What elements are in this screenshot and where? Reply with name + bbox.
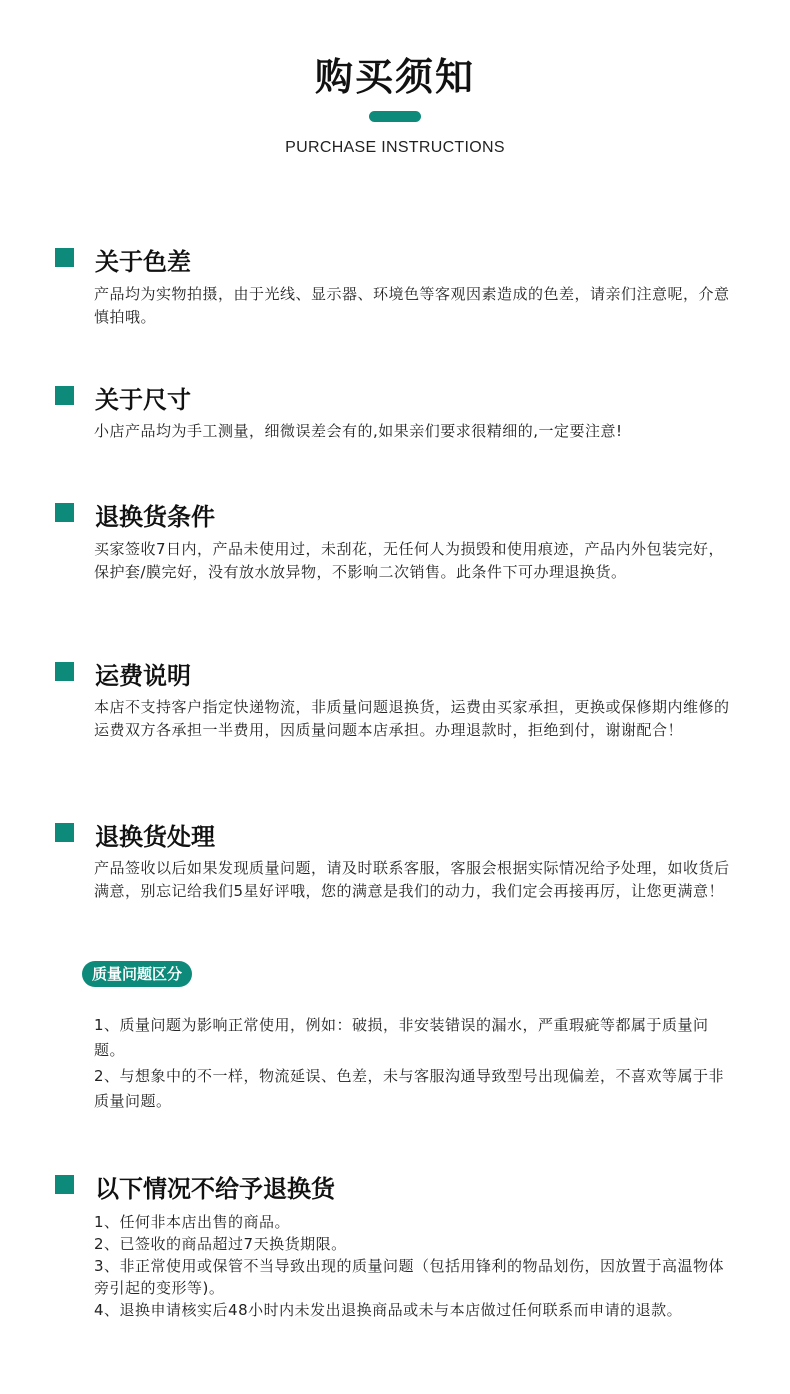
section-body: 产品签收以后如果发现质量问题，请及时联系客服，客服会根据实际情况给予处理，如收货后满意，别忘记给我们5星好评哦，您的满意是我们的动力，我们定会再接再厉，让您更满意！ [94, 859, 730, 900]
section-title: 运费说明 [95, 662, 191, 690]
section-body: 本店不支持客户指定快递物流，非质量问题退换货，运费由买家承担，更换或保修期内维修的运费双方各承担一半费用，因质量问题本店承担。办理退款时，拒绝到付，谢谢配合！ [94, 698, 730, 739]
no-return-list [94, 1211, 739, 1321]
list-item: 3、非正常使用或保管不当导致出现的质量问题（包括用锋利的物品划伤，因放置于高温物体旁引起的变形等)。 [94, 1257, 725, 1297]
section-title: 以下情况不给予退换货 [95, 1175, 335, 1203]
title-accent-bar [369, 111, 421, 122]
section-size [0, 380, 790, 440]
section-title: 关于色差 [95, 248, 191, 276]
section-title: 关于尺寸 [95, 386, 191, 414]
section-square-icon [55, 248, 74, 267]
list-item: 2、与想象中的不一样，物流延误、色差，未与客服沟通导致型号出现偏差，不喜欢等属于非质量问题。 [94, 1067, 725, 1110]
section-square-icon [55, 823, 74, 842]
section-square-icon [55, 386, 74, 405]
section-body: 产品均为实物拍摄，由于光线、显示器、环境色等客观因素造成的色差，请亲们注意呢，介意慎拍哦。 [94, 285, 730, 326]
section-shipping [0, 656, 790, 739]
section-no-return [0, 1169, 790, 1203]
section-color-difference [0, 242, 790, 326]
list-item: 2、已签收的商品超过7天换货期限。 [94, 1235, 347, 1253]
section-return-handling [0, 817, 790, 900]
section-body: 小店产品均为手工测量，细微误差会有的,如果亲们要求很精细的,一定要注意! [94, 422, 623, 440]
quality-list [94, 1013, 739, 1115]
list-item: 1、任何非本店出售的商品。 [94, 1213, 291, 1231]
page-title: 购买须知 [314, 55, 475, 99]
section-return-conditions [0, 497, 790, 581]
page-subtitle: PURCHASE INSTRUCTIONS [285, 139, 505, 156]
section-square-icon [55, 1175, 74, 1194]
section-square-icon [55, 503, 74, 522]
section-title: 退换货条件 [95, 503, 215, 531]
quality-badge: 质量问题区分 [82, 961, 192, 987]
section-body: 买家签收7日内，产品未使用过，未刮花，无任何人为损毁和使用痕迹，产品内外包装完好，保护套/膜完好，没有放水放异物，不影响二次销售。此条件下可办理退换货。 [94, 540, 725, 581]
section-square-icon [55, 662, 74, 681]
list-item: 1、质量问题为影响正常使用，例如：破损，非安装错误的漏水，严重瑕疵等都属于质量问题。 [94, 1016, 709, 1059]
section-title: 退换货处理 [95, 823, 215, 851]
list-item: 4、退换申请核实后48小时内未发出退换商品或未与本店做过任何联系而申请的退款。 [94, 1301, 683, 1319]
